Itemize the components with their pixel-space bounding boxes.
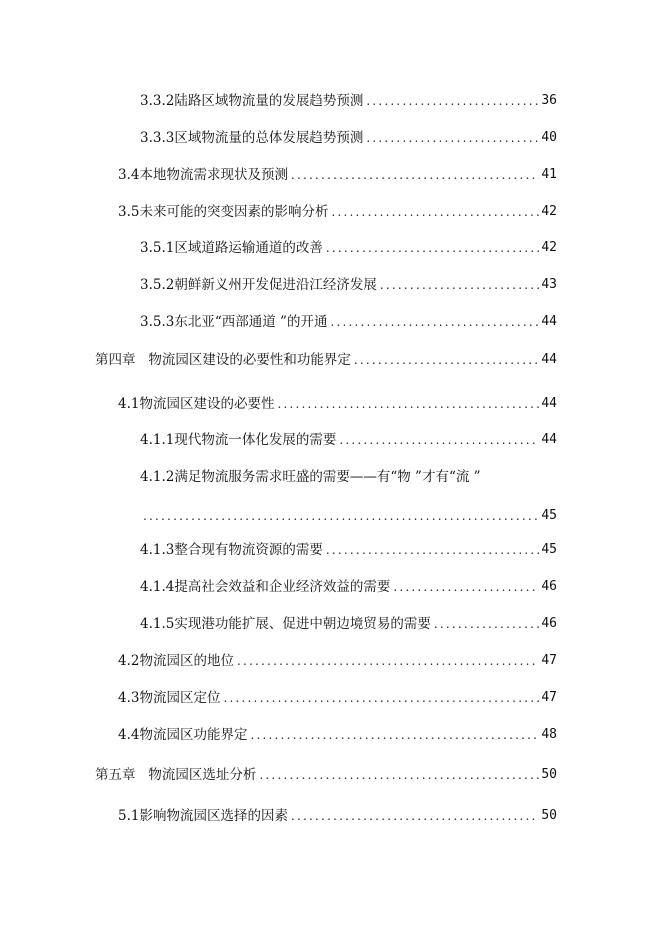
toc-entry-page: 47 [541,653,557,668]
dot-leader [237,652,539,670]
dot-leader [331,203,539,221]
dot-leader [330,313,539,331]
toc-entry-label: 第四章 物流园区建设的必要性和功能界定 [95,352,351,368]
toc-entry-continuation [140,503,557,525]
toc-entry [118,391,557,413]
toc-entry [118,199,557,221]
dot-leader [277,395,539,413]
toc-entry-label: 第五章 物流园区选址分析 [95,767,257,783]
dot-leader [291,807,539,825]
toc-entry [140,611,557,633]
dot-leader [326,541,539,559]
toc-entry-page: 44 [541,432,557,447]
toc-entry-label: 4.1.1现代物流一体化发展的需要 [140,432,337,448]
toc-entry-label: 5.1影响物流园区选择的因素 [118,808,288,824]
toc-entry-label: 4.1.5实现港功能扩展、促进中朝边境贸易的需要 [140,616,431,632]
toc-entry-page: 50 [541,808,557,823]
toc-entry-label: 3.5未来可能的突变因素的影响分析 [118,204,329,220]
toc-entry-page: 44 [541,352,557,367]
toc-entry-label: 4.1.4提高社会效益和企业经济效益的需要 [140,579,391,595]
toc-entry-label: 3.5.1区域道路运输通道的改善 [140,240,323,256]
dot-leader [326,239,539,257]
toc-entry-label: 3.3.3区域物流量的总体发展趋势预测 [140,130,364,146]
toc-chapter-entry [95,347,557,369]
dot-leader [223,689,539,707]
toc-entry-label: 4.1.3整合现有物流资源的需要 [140,542,323,558]
toc-entry [140,537,557,559]
toc-entry [118,722,557,744]
toc-entry-label: 4.1.2满足物流服务需求旺盛的需要——有“物 ”才有“流 ” [140,469,481,485]
toc-entry-page: 50 [541,767,557,782]
toc-entry [140,272,557,294]
dot-leader [434,615,539,633]
toc-entry-label: 4.4物流园区功能界定 [118,727,248,743]
toc-entry [140,125,557,147]
dot-leader [366,129,539,147]
toc-entry [140,235,557,257]
toc-entry-page: 48 [541,727,557,742]
toc-entry-page: 36 [541,93,557,108]
dot-leader [393,578,539,596]
toc-entry-page: 42 [541,204,557,219]
toc-entry [140,574,557,596]
toc-entry-page: 42 [541,240,557,255]
toc-entry [140,464,557,486]
dot-leader [250,726,539,744]
dot-leader [259,766,539,784]
toc-entry [140,88,557,110]
toc-entry [118,162,557,184]
toc-entry-label: 4.3物流园区定位 [118,690,221,706]
toc-entry [140,309,557,331]
toc-entry-label: 4.1物流园区建设的必要性 [118,396,275,412]
toc-entry-page: 45 [541,508,557,523]
toc-entry [118,803,557,825]
toc-entry-page: 44 [541,314,557,329]
toc-entry-label: 4.2物流园区的地位 [118,653,234,669]
dot-leader [291,166,539,184]
dot-leader [380,276,539,294]
toc-entry-label: 3.4本地物流需求现状及预测 [118,167,288,183]
toc-chapter-entry [95,762,557,784]
dot-leader [366,92,539,110]
toc-entry-page: 43 [541,277,557,292]
toc-entry-page: 41 [541,167,557,182]
toc-entry-label: 3.3.2陆路区域物流量的发展趋势预测 [140,93,364,109]
toc-entry-label: 3.5.3东北亚“西部通道 ”的开通 [140,314,328,330]
toc-entry-page: 47 [541,690,557,705]
toc-entry-page: 46 [541,579,557,594]
toc-entry-page: 45 [541,542,557,557]
toc-entry-page: 40 [541,130,557,145]
dot-leader [143,507,539,525]
toc-entry [118,685,557,707]
toc-entry-page: 46 [541,616,557,631]
toc-entry-page: 44 [541,396,557,411]
dot-leader [339,431,539,449]
toc-entry [118,648,557,670]
toc-entry-label: 3.5.2朝鲜新义州开发促进沿江经济发展 [140,277,377,293]
toc-entry [140,427,557,449]
dot-leader [354,351,539,369]
